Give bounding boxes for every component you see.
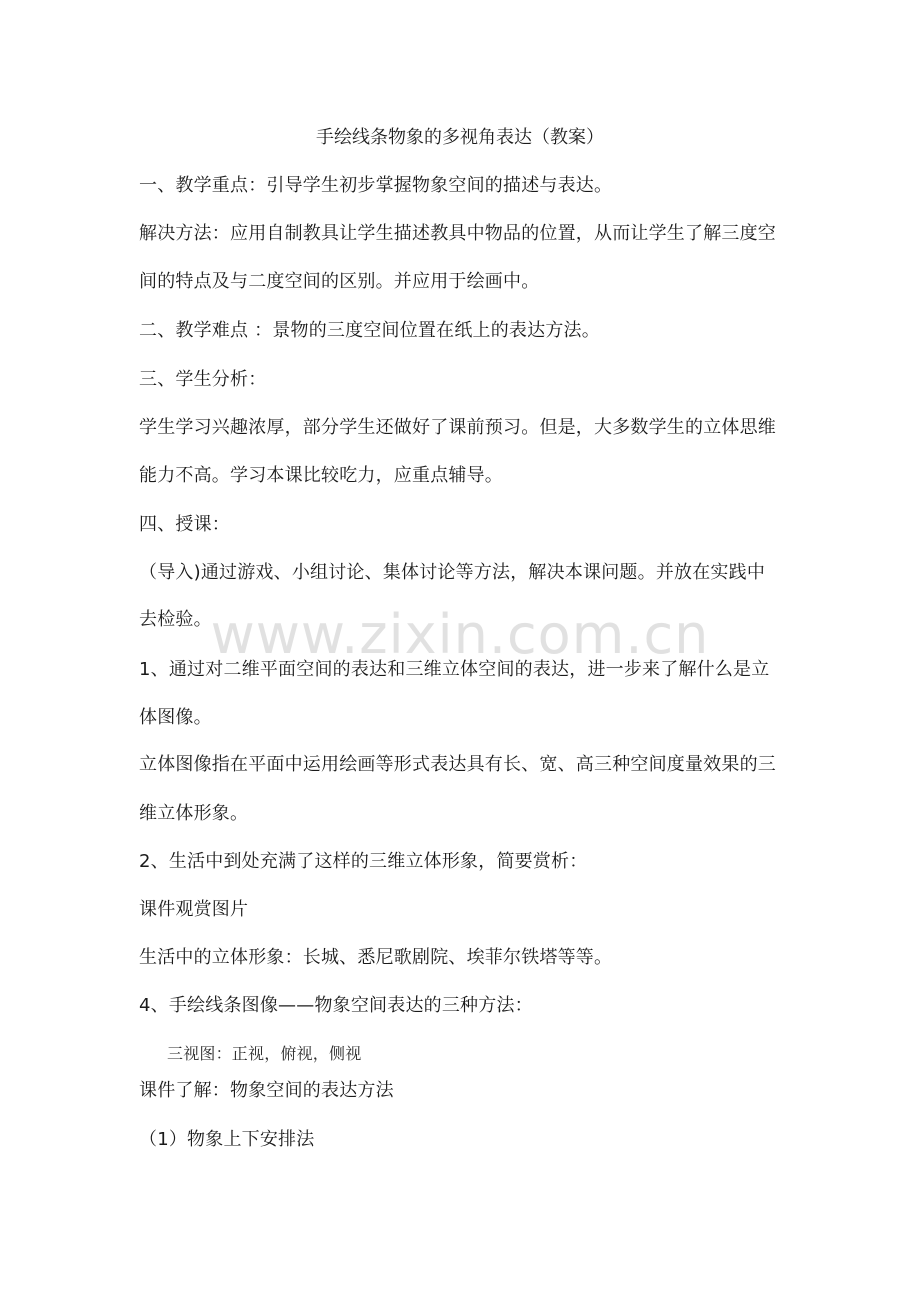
text-line: 学生学习兴趣浓厚，部分学生还做好了课前预习。但是，大多数学生的立体思维 (139, 417, 776, 438)
text-line: 能力不高。学习本课比较吃力，应重点辅导。 (139, 465, 503, 486)
text-line: 2、生活中到处充满了这样的三维立体形象，简要赏析： (139, 851, 588, 872)
document-title: 手绘线条物象的多视角表达（教案） (316, 127, 604, 148)
text-line: 维立体形象。 (139, 803, 249, 824)
text-line: 去检验。 (139, 609, 212, 630)
text-line: 解决方法：应用自制教具让学生描述教具中物品的位置，从而让学生了解三度空 (139, 223, 776, 244)
text-line: 四、授课： (139, 514, 230, 535)
text-line: 课件观赏图片 (139, 899, 249, 920)
text-line: 二、教学难点 ：景物的三度空间位置在纸上的表达方法。 (139, 320, 600, 341)
text-line: （导入)通过游戏、小组讨论、集体讨论等方法，解决本课问题。并放在实践中 (139, 562, 766, 583)
text-line: 三视图：正视，俯视，侧视 (167, 1044, 362, 1063)
text-line: 立体图像指在平面中运用绘画等形式表达具有长、宽、高三种空间度量效果的三 (139, 754, 776, 775)
text-line: 一、教学重点：引导学生初步掌握物象空间的描述与表达。 (139, 175, 613, 196)
text-line: 生活中的立体形象：长城、悉尼歌剧院、埃菲尔铁塔等等。 (139, 947, 613, 968)
text-line: 4、手绘线条图像——物象空间表达的三种方法： (139, 995, 533, 1016)
watermark: www.zixin.com.cn (210, 603, 710, 666)
text-line: 三、学生分析： (139, 369, 267, 390)
text-line: 间的特点及与二度空间的区别。并应用于绘画中。 (139, 271, 540, 292)
text-line: 1、通过对二维平面空间的表达和三维立体空间的表达，进一步来了解什么是立 (139, 659, 770, 680)
text-line: （1）物象上下安排法 (139, 1129, 315, 1150)
text-line: 课件了解：物象空间的表达方法 (139, 1080, 394, 1101)
text-line: 体图像。 (139, 707, 212, 728)
